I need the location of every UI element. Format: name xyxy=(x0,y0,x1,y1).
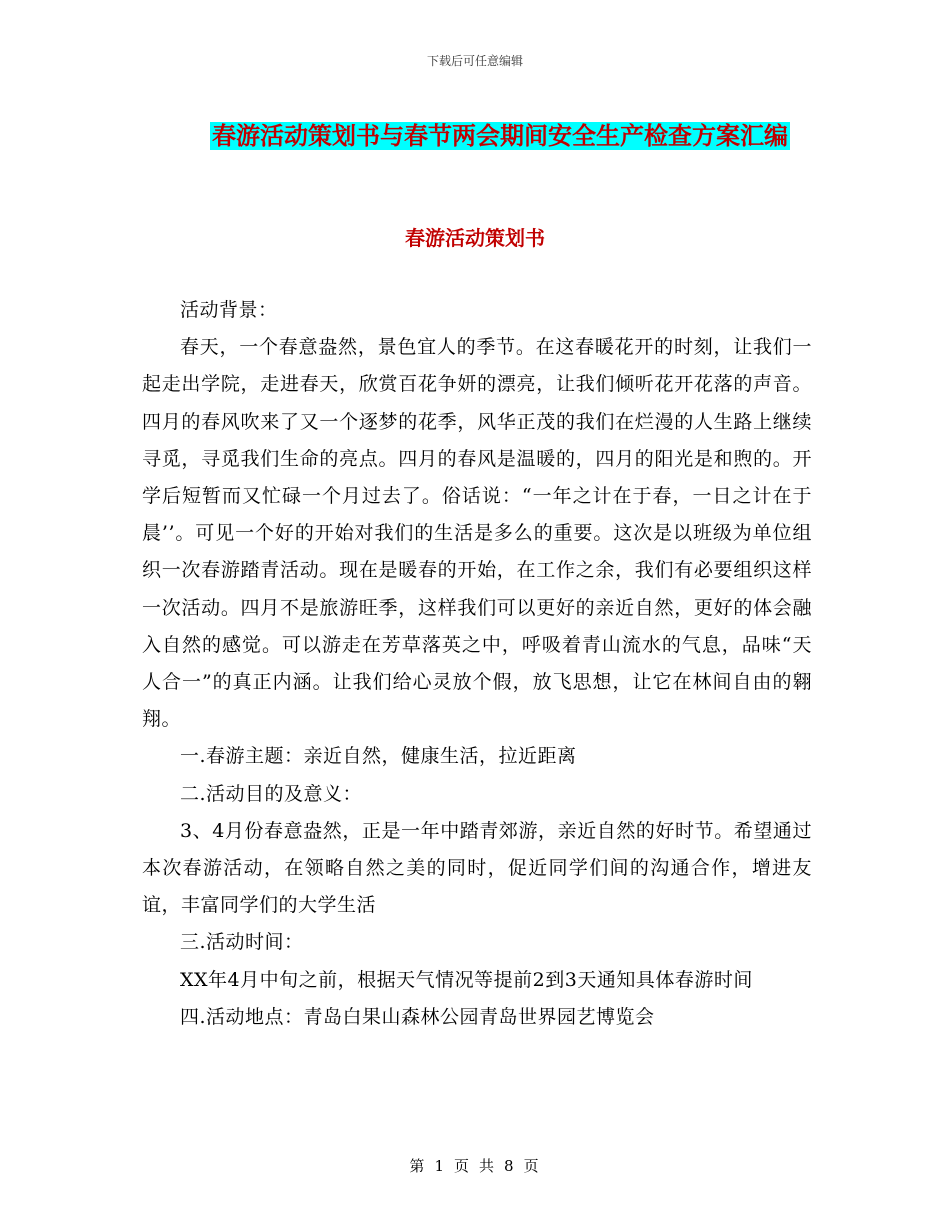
footer-total-label: 共 xyxy=(479,1157,497,1175)
paragraph-time-heading: 三.活动时间： xyxy=(180,931,304,954)
paragraph-background-label: 活动背景： xyxy=(180,299,278,321)
paragraph-purpose-heading: 二.活动目的及意义： xyxy=(180,782,363,805)
page-footer xyxy=(0,1155,950,1176)
footer-total-unit: 页 xyxy=(523,1157,541,1175)
footer-page-unit: 页 xyxy=(453,1157,471,1175)
document-body xyxy=(142,292,812,1036)
footer-page-label: 第 xyxy=(409,1157,427,1175)
paragraph-theme: 一.春游主题：亲近自然，健康生活，拉近距离 xyxy=(180,745,577,768)
paragraph-background: 春天，一个春意盎然，景色宜人的季节。在这春暖花开的时刻，让我们一起走出学院，走进春天，欣赏百花争妍的漂亮，让我们倾听花开花落的声音。四月的春风吹来了又一个逐梦的花季，风华正茂的我们在烂漫的人生路上继续寻觅，寻觅我们生命的亮点。四月的春风是温暖的，四月的阳光是和煦的。开学后短暂而又忙碌一个月过去了。俗话说：“一年之计在于春，一日之计在于晨’’。可见一个好的开始对我们的生活是多么的重要。这次是以班级为单位组织一次春游踏青活动。现在是暖春的开始，在工作之余，我们有必要组织这样一次活动。四月不是旅游旺季，这样我们可以更好的亲近自然，更好的体会融入自然的感觉。可以游走在芳草落英之中，呼吸着青山流水的气息，品味“天人合一”的真正内涵。让我们给心灵放个假，放飞思想，让它在林间自由的翱翔。 xyxy=(142,336,812,731)
document-title-text: 春游活动策划书与春节两会期间安全生产检查方案汇编 xyxy=(212,122,788,150)
document-title xyxy=(190,110,810,162)
paragraph-purpose: 3、4月份春意盎然，正是一年中踏青郊游，亲近自然的好时节。希望通过本次春游活动，在领略自然之美的同时，促近同学们间的沟通合作，增进友谊，丰富同学们的大学生活 xyxy=(142,819,812,917)
footer-total-pages: 8 xyxy=(504,1157,516,1175)
paragraph-time: XX年4月中旬之前，根据天气情况等提前2到3天通知具体春游时间 xyxy=(180,968,753,991)
footer-page-number: 1 xyxy=(434,1157,446,1175)
paragraph-location: 四.活动地点：青岛白果山森林公园青岛世界园艺博览会 xyxy=(180,1005,655,1028)
section-title: 春游活动策划书 xyxy=(405,226,545,250)
header-note: 下载后可任意编辑 xyxy=(426,54,523,68)
